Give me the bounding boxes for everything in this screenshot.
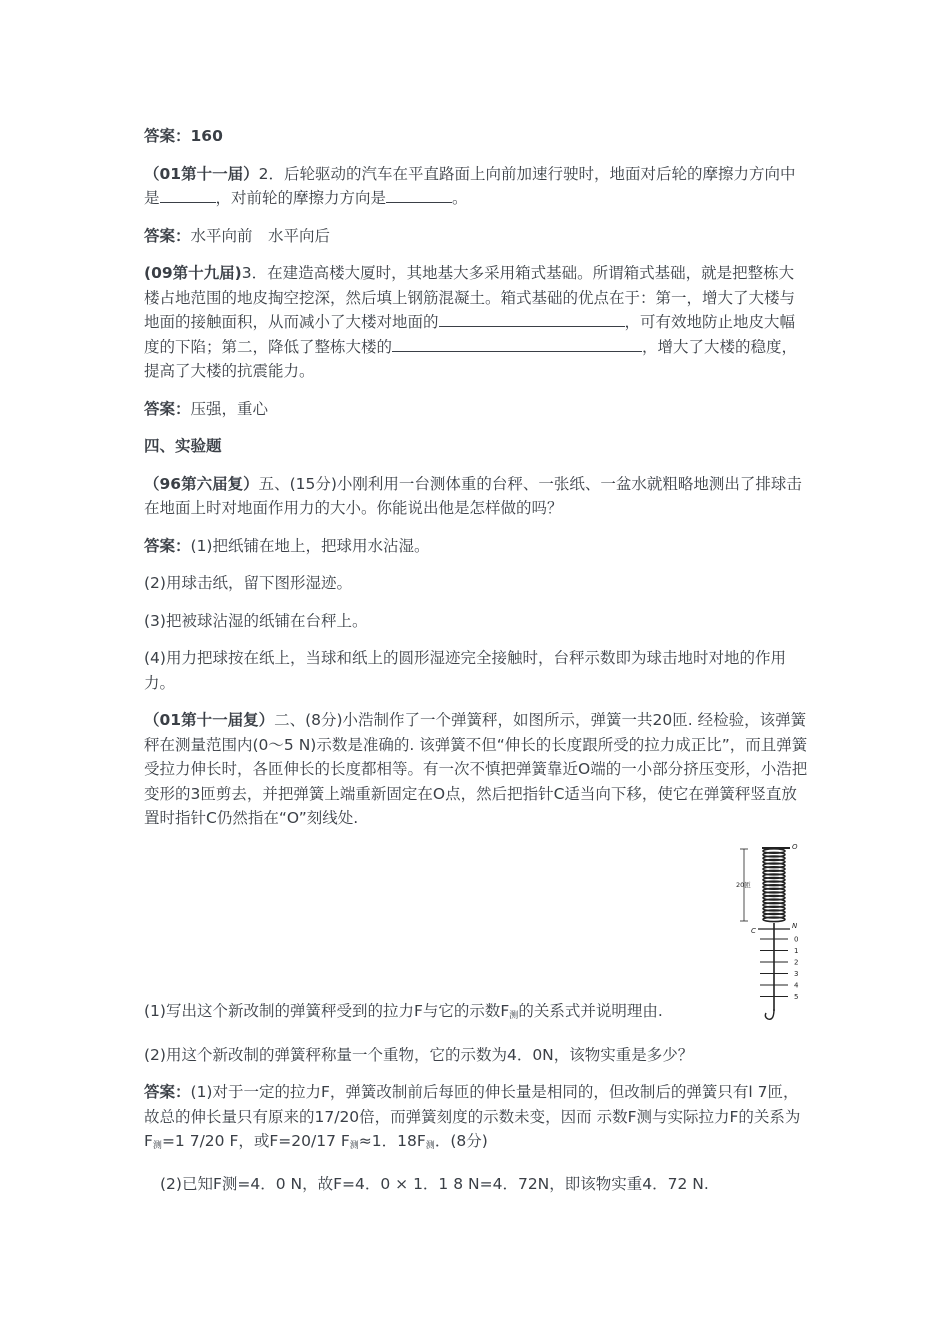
question-5-part-1	[144, 999, 744, 1029]
fill-blank	[392, 336, 642, 352]
question-text: 2．后轮驱动的汽车在平直路面上向前加速行驶时，地面对后轮的摩擦力方向中是	[144, 164, 796, 207]
question-text: 。	[452, 189, 468, 207]
question-2	[144, 162, 808, 211]
answer-label: 答案：	[144, 127, 191, 145]
document-content	[144, 124, 808, 1209]
answer-text: (1)对于一定的拉力F，弹簧改制前后每匝的伸长量是相同的，但改制后的弹簧只有l 7匝，故总的伸长量只有原来的17/20倍，而弹簧刻度的示数未变，因而 示数F测与实际拉力F的关系为F	[144, 1083, 801, 1150]
scale-tick-label: 1	[794, 946, 799, 955]
answer-5	[144, 1080, 808, 1159]
answer-label: 答案：	[144, 1083, 191, 1101]
label-o: O	[792, 842, 798, 851]
question-text: (1)写出这个新改制的弹簧秤受到的拉力F与它的示数F	[144, 1002, 510, 1020]
scale-tick-label: 5	[794, 992, 799, 1001]
spring-coils	[763, 848, 785, 921]
question-text: 五、(15分)小刚利用一台测体重的台秤、一张纸、一盆水就粗略地测出了排球击在地面上时对地面作用力的大小。你能说出他是怎样做的吗？	[144, 474, 802, 517]
section-heading: 四、实验题	[144, 437, 222, 455]
subscript: 测	[425, 1141, 435, 1151]
answer-value: 压强，重心	[190, 399, 269, 418]
answer-text: (1)把纸铺在地上，把球用水沾湿。	[190, 536, 430, 555]
answer-4-step-4: (4)用力把球按在纸上，当球和纸上的圆形湿迹完全接触时，台秤示数即为球击地时对地的作用力。	[144, 649, 786, 692]
answer-label: 答案：	[144, 399, 191, 418]
question-tag: （96第六届复）	[144, 474, 259, 493]
answer-text: ≈1．18F	[358, 1132, 426, 1150]
scale-tick-label: 2	[794, 958, 799, 966]
answer-label: 答案：	[144, 226, 191, 245]
scale-tick-label: 0	[794, 935, 799, 943]
question-5-part-2: (2)用这个新改制的弹簧秤称量一个重物，它的示数为4．0N，该物实重是多少？	[144, 1045, 694, 1064]
figure-area	[144, 843, 808, 1029]
scale-tick-label: 3	[794, 969, 799, 978]
answer-4-step-3: (3)把被球沾湿的纸铺在台秤上。	[144, 611, 368, 630]
answer-label: 答案：	[144, 536, 191, 555]
subscript: 测	[349, 1141, 359, 1151]
label-turns: 20匝	[736, 880, 751, 889]
label-n: N	[792, 921, 798, 930]
fill-blank	[160, 187, 216, 203]
hook-shape	[765, 1009, 774, 1019]
answer-value: 160	[190, 127, 223, 145]
fill-blank	[439, 311, 625, 327]
answer-5-part-2: (2)已知F测=4．0 N，故F=4．0 × 1．1 8 N=4．72N，即该物实重4．72 N.	[160, 1174, 709, 1193]
question-tag: （01第十一届）	[144, 164, 259, 183]
question-text: ，增大了大楼的稳度，提高了大楼的抗震能力。	[144, 337, 798, 380]
spring-coil	[763, 917, 785, 921]
question-text: 的关系式并说明理由.	[518, 1002, 663, 1020]
answer-text: ．(8分)	[434, 1132, 488, 1150]
question-text: ，对前轮的摩擦力方向是	[215, 189, 387, 207]
answer-2	[144, 224, 808, 249]
answer-4-step-1	[144, 534, 808, 559]
answer-3	[144, 397, 808, 422]
answer-1	[144, 124, 808, 149]
question-tag: （01第十一届复）	[144, 711, 275, 729]
question-tag: (09第十九届)	[144, 264, 242, 282]
answer-text: =1 7/20 F，或F=20/17 F	[161, 1132, 350, 1150]
question-5	[144, 708, 808, 831]
answer-4-step-2: (2)用球击纸，留下图形湿迹。	[144, 574, 352, 592]
question-text: 二、(8分)小浩制作了一个弹簧秤，如图所示，弹簧一共20匝. 经检验，该弹簧秤在测量范围内(0～5 N)示数是准确的. 该弹簧不但“伸长的长度跟所受的拉力成正比”，而且弹簧受拉力伸长时，各匝伸长的长度都相等。有一次不慎把弹簧靠近O端的一小部分挤压变形，小浩把变形的3匝剪去，并把弹簧上端重新固定在O点，然后把指针C适当向下移，使它在弹簧秤竖直放置时指针C仍然指在“O”刻线处.	[144, 711, 808, 827]
scale-tick-label: 4	[794, 981, 799, 989]
answer-value: 水平向前 水平向后	[190, 226, 331, 245]
question-4	[144, 472, 808, 521]
subscript: 测	[152, 1141, 162, 1151]
scale-ticks	[760, 935, 799, 1001]
question-3	[144, 261, 808, 384]
fill-blank	[386, 187, 452, 203]
spring-scale-figure	[734, 843, 808, 1023]
subscript: 测	[509, 1011, 519, 1021]
question-text: 3．在建造高楼大厦时，其地基大多采用箱式基础。所谓箱式基础，就是把整栋大楼占地范围的地皮掏空挖深，然后填上钢筋混凝土。箱式基础的优点在于：第一，增大了大楼与地面的接触面积，从而减小了大楼对地面的	[144, 264, 796, 331]
label-c: C	[751, 926, 756, 935]
question-text: ，可有效地防止地皮大幅度的下陷；第二，降低了整栋大楼的	[144, 313, 796, 356]
